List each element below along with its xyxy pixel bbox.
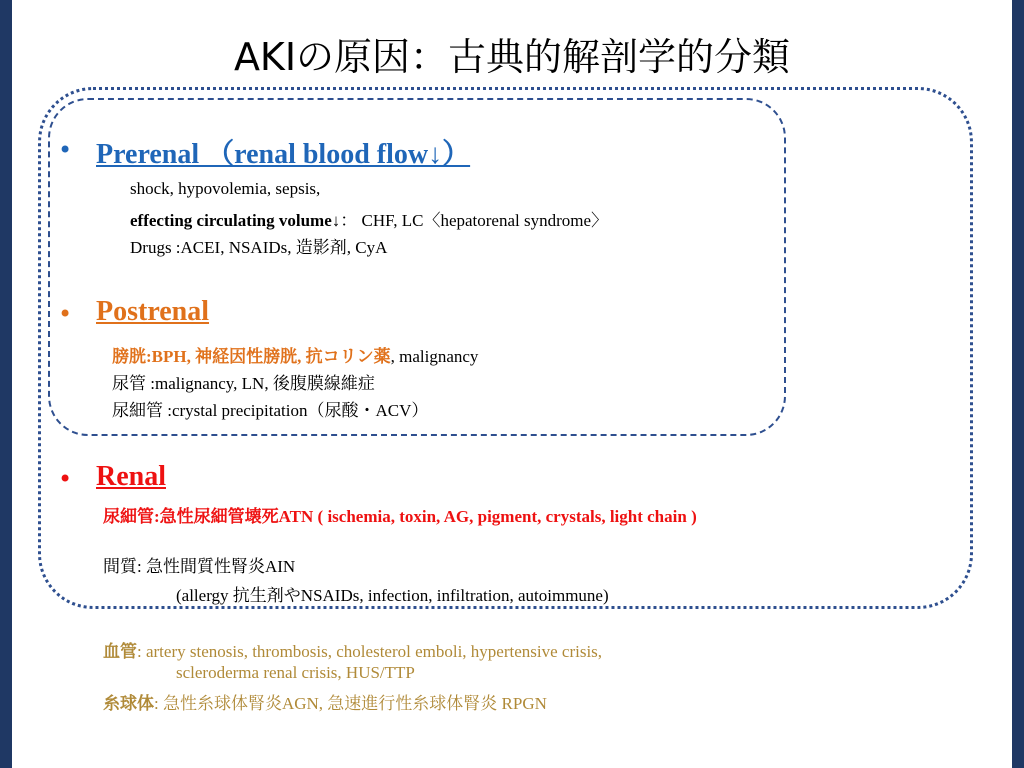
glomerular-text: : 急性糸球体腎炎AGN, 急速進行性糸球体腎炎 RPGN xyxy=(154,694,547,713)
prerenal-bullet: • xyxy=(58,136,73,164)
vascular-line-1 xyxy=(103,637,602,662)
renal-line-2: 間質: 急性間質性腎炎AIN xyxy=(103,557,296,576)
prerenal-line-3: Drugs :ACEI, NSAIDs, 造影剤, CyA xyxy=(130,238,388,257)
prerenal-line-2 xyxy=(130,206,608,231)
vascular-line-2: scleroderma renal crisis, HUS/TTP xyxy=(176,663,415,682)
postrenal-bullet: • xyxy=(58,300,73,328)
renal-line-1: 尿細管:急性尿細管壊死ATN ( ischemia, toxin, AG, pigment, crystals, light chain ) xyxy=(103,507,697,526)
renal-heading: Renal xyxy=(96,461,166,492)
postrenal-heading: Postrenal xyxy=(96,296,210,327)
renal-line-3: (allergy 抗生剤やNSAIDs, infection, infiltration, autoimmune) xyxy=(176,586,609,605)
renal-bullet: • xyxy=(58,465,73,493)
postrenal-line-1 xyxy=(112,342,478,367)
prerenal-line-1: shock, hypovolemia, sepsis, xyxy=(130,179,321,198)
postrenal-line-3: 尿細管 :crystal precipitation（尿酸・ACV） xyxy=(112,401,429,420)
prerenal-line-2-rest: ： CHF, LC〈hepatorenal syndrome〉 xyxy=(340,211,609,230)
vascular-label: 血管 xyxy=(103,642,137,661)
postrenal-line-1-rest: , malignancy xyxy=(390,347,479,366)
left-accent-bar xyxy=(0,0,12,768)
prerenal-heading: Prerenal （renal blood flow↓） xyxy=(96,139,471,170)
glomerular-label: 糸球体 xyxy=(103,694,154,713)
glomerular-line xyxy=(103,689,547,714)
postrenal-line-1-orange: 膀胱:BPH, 神経因性膀胱, 抗コリン薬 xyxy=(112,347,391,366)
vascular-text-1: : artery stenosis, thrombosis, cholesterol emboli, hypertensive crisis, xyxy=(137,642,603,661)
slide-title: AKIの原因：古典的解剖学的分類 xyxy=(233,35,791,79)
right-accent-bar xyxy=(1012,0,1024,768)
prerenal-line-2-bold: effecting circulating volume↓ xyxy=(130,211,341,230)
postrenal-line-2: 尿管 :malignancy, LN, 後腹膜線維症 xyxy=(112,374,375,393)
